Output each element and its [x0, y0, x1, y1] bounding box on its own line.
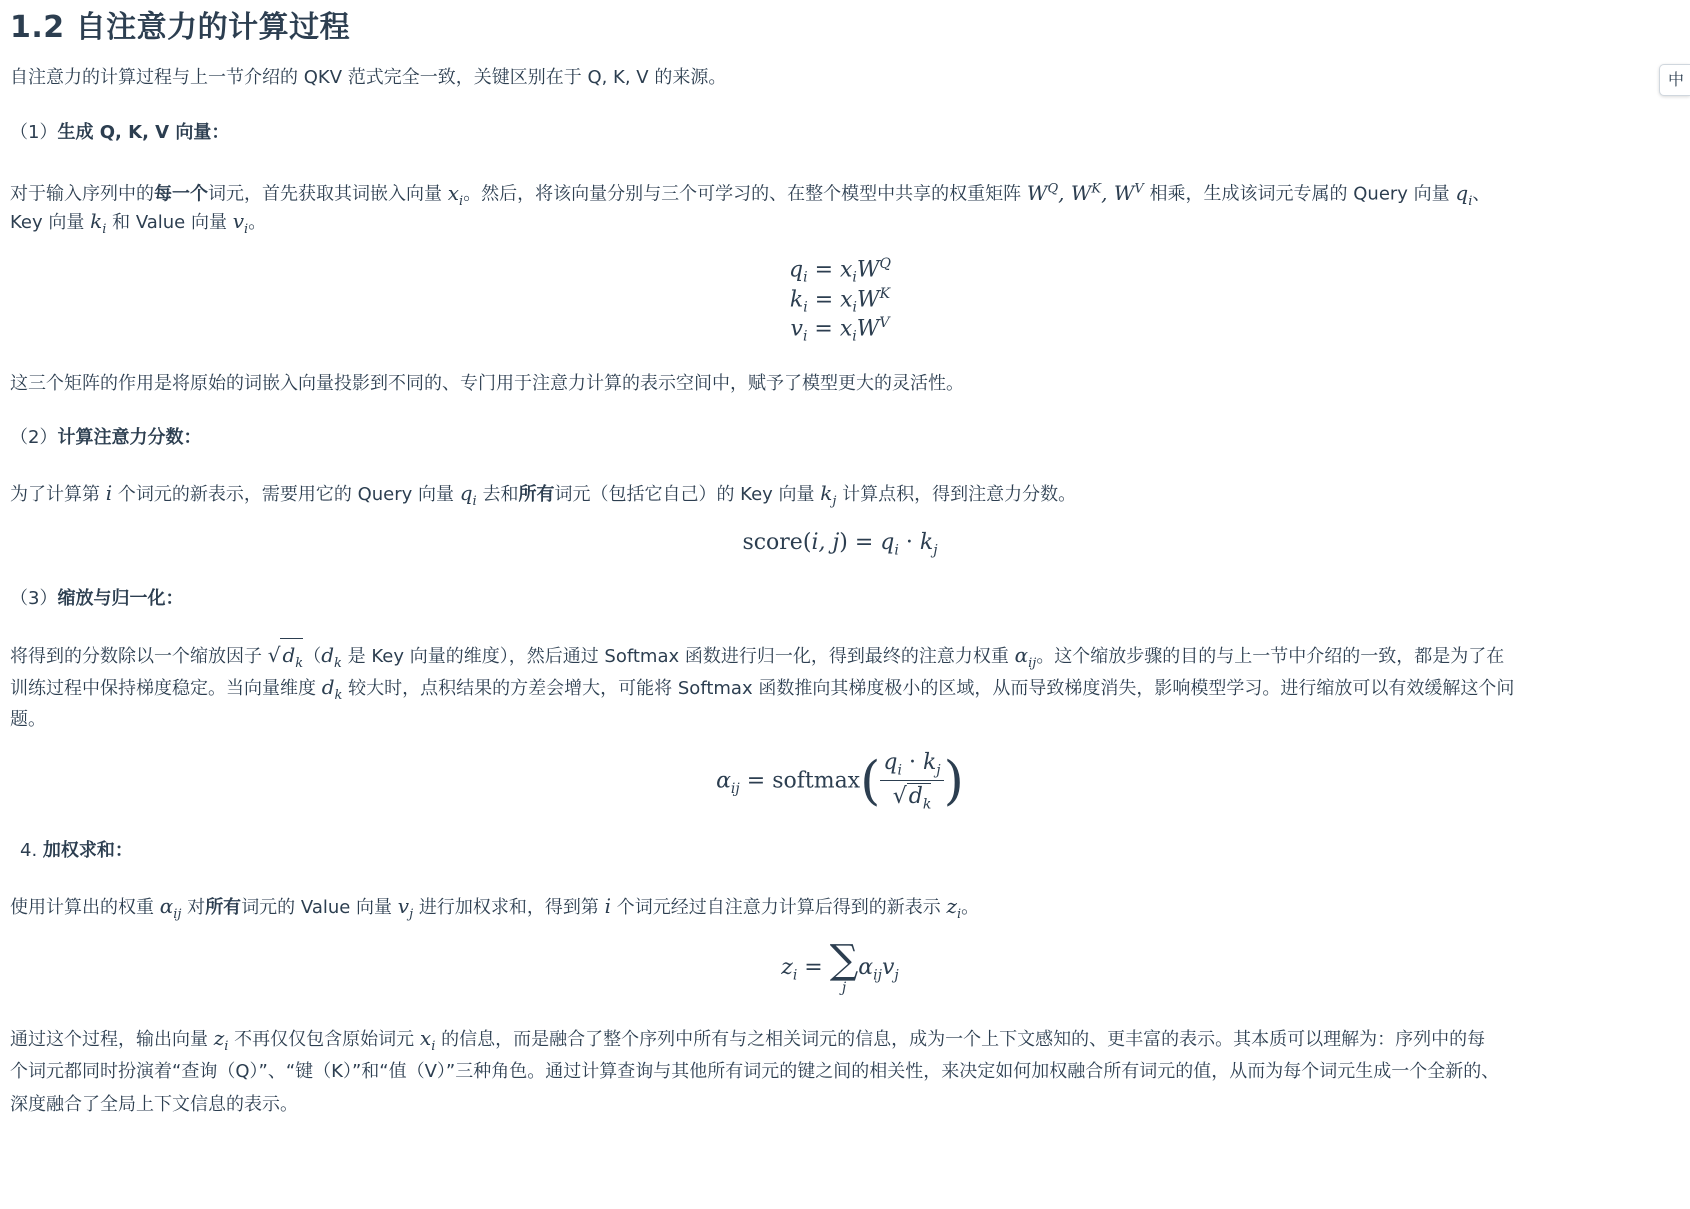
conclusion-line1: 通过这个过程，输出向量 $z_i$ 不再仅仅包含原始词元 $x_i$ 的信息，而是融合了整个序列中所有与之相关词元的信息，成为一个上下文感知的、更丰富的表示。其本质可以理解为：序列中的每 — [10, 1026, 1486, 1054]
section-1-title: 生成 Q, K, V 向量： — [57, 122, 230, 143]
section-2-paragraph: 为了计算第 i 个词元的新表示，需要用它的 Query 向量 $q_i$ 去和所有词元（包括它自己）的 Key 向量 $k_j$ 计算点积，得到注意力分数。 — [10, 481, 1077, 509]
conclusion-line3: 深度融合了全局上下文信息的表示。 — [10, 1094, 298, 1115]
section-2-title: 计算注意力分数： — [57, 427, 202, 448]
language-toggle-button[interactable]: 中 — [1659, 64, 1690, 96]
section-3-number: （3） — [10, 588, 58, 609]
section-3-heading — [10, 584, 183, 614]
section-3-title: 缩放与归一化： — [57, 588, 184, 609]
section-3-paragraph-line3: 题。 — [10, 709, 46, 730]
section-1-after-paragraph: 这三个矩阵的作用是将原始的词嵌入向量投影到不同的、专门用于注意力计算的表示空间中，赋予了模型更大的灵活性。 — [10, 373, 964, 394]
section-1-number: （1） — [10, 122, 58, 143]
page-title: 1.2 自注意力的计算过程 — [10, 10, 351, 45]
section-3-paragraph-line2: 训练过程中保持梯度稳定。当向量维度 $d_k$ 较大时，点积结果的方差会增大，可能将 Softmax 函数推向其梯度极小的区域，从而导致梯度消失，影响模型学习。进行缩放可以有效缓解这个问 — [10, 675, 1515, 703]
equation-sum: $z_i$ = ∑ j $\alpha_{ij}v_j$ — [781, 937, 899, 996]
section-2-number: （2） — [10, 427, 58, 448]
section-4-number: 4. — [20, 840, 38, 861]
section-1-paragraph-line1: 对于输入序列中的每一个词元，首先获取其词嵌入向量 $x_i$。然后，将该向量分别与三个可学习的、在整个模型中共享的权重矩阵 $W^Q$, $W^K$, $W^V$ 相乘，生成该词元专属的 Query 向量 $q_i$、 — [10, 180, 1491, 209]
section-1-heading — [10, 118, 229, 148]
equation-k: $k_i = x_iW^K$ — [789, 286, 891, 316]
intro-paragraph: 自注意力的计算过程与上一节介绍的 QKV 范式完全一致，关键区别在于 Q, K, V 的来源。 — [10, 67, 727, 88]
equation-q: $q_i = x_iW^Q$ — [788, 256, 891, 286]
section-1-paragraph-line2: Key 向量 $k_i$ 和 Value 向量 $v_i$。 — [10, 209, 267, 237]
equation-v: $v_i = x_iW^V$ — [790, 315, 890, 345]
section-2-heading — [10, 423, 201, 453]
section-3-paragraph-line1: 将得到的分数除以一个缩放因子 √ $d_k(d_k$ 是 Key 向量的维度），然后通过 Softmax 函数进行归一化，得到最终的注意力权重 $\alpha_{ij}$。这个缩放步骤的目的与上一节中介绍的一致，都是为了在 — [10, 638, 1504, 680]
section-4-heading — [20, 836, 133, 866]
equation-softmax: $\alpha_{ij}$ = softmax( $\frac{q_i \cdot k_j}{√d_k}$ ) — [716, 750, 964, 813]
equation-score: score(i, $j) = q_i \cdot k_j$ — [742, 530, 938, 559]
section-4-title: 加权求和： — [42, 840, 133, 861]
conclusion-line2: 个词元都同时扮演着“查询（Q）”、“键（K）”和“值（V）”三种角色。通过计算查询与其他所有词元的键之间的相关性，来决定如何加权融合所有词元的值，从而为每个词元生成一个全新的、 — [10, 1061, 1500, 1082]
section-4-paragraph: 使用计算出的权重 $\alpha_{ij}$ 对所有词元的 Value 向量 $v_j$ 进行加权求和，得到第 i 个词元经过自注意力计算后得到的新表示 $z_i$。 — [10, 894, 980, 922]
